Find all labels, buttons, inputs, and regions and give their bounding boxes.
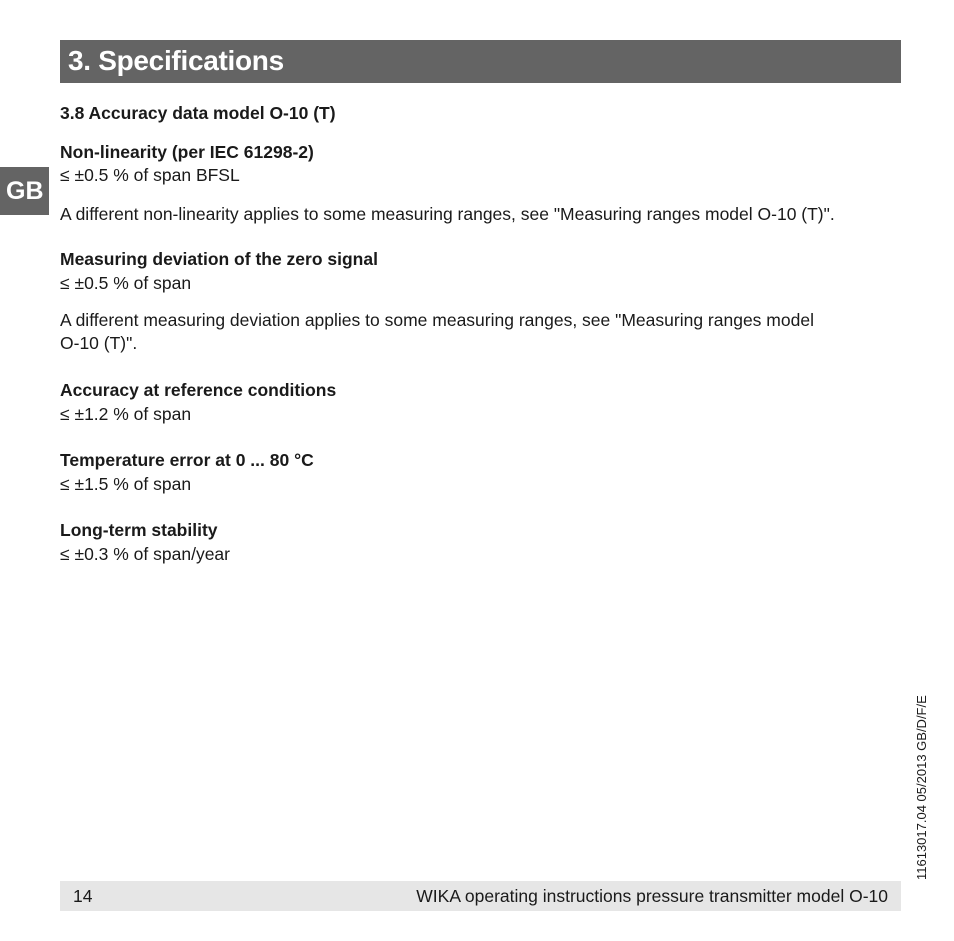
section-title-bar	[60, 40, 901, 83]
stability-heading: Long-term stability	[60, 520, 218, 540]
zero-deviation-heading: Measuring deviation of the zero signal	[60, 249, 378, 269]
accuracy-heading: Accuracy at reference conditions	[60, 380, 337, 400]
language-tab	[0, 167, 49, 215]
zero-deviation-note-line2: O-10 (T)".	[60, 333, 138, 353]
page-number: 14	[73, 886, 93, 906]
temperature-error-value: ≤ ±1.5 % of span	[60, 474, 192, 494]
footer-text: WIKA operating instructions pressure transmitter model O-10	[416, 886, 888, 906]
nonlinearity-value: ≤ ±0.5 % of span BFSL	[60, 165, 240, 185]
subsection-heading: 3.8 Accuracy data model O-10 (T)	[60, 103, 336, 123]
accuracy-value: ≤ ±1.2 % of span	[60, 404, 192, 424]
footer-bar	[60, 881, 901, 911]
nonlinearity-heading: Non-linearity (per IEC 61298-2)	[60, 142, 314, 162]
temperature-error-heading: Temperature error at 0 ... 80 °C	[60, 450, 314, 470]
page-title: 3. Specifications	[68, 45, 284, 76]
zero-deviation-value: ≤ ±0.5 % of span	[60, 273, 192, 293]
language-tab-label: GB	[6, 177, 44, 205]
zero-deviation-note-line1: A different measuring deviation applies to some measuring ranges, see "Measuring ranges model	[60, 310, 814, 330]
nonlinearity-note: A different non-linearity applies to some measuring ranges, see "Measuring ranges model O-10 (T)".	[60, 204, 835, 224]
document-code: 11613017.04 05/2013 GB/D/F/E	[914, 695, 929, 880]
stability-value: ≤ ±0.3 % of span/year	[60, 544, 230, 564]
